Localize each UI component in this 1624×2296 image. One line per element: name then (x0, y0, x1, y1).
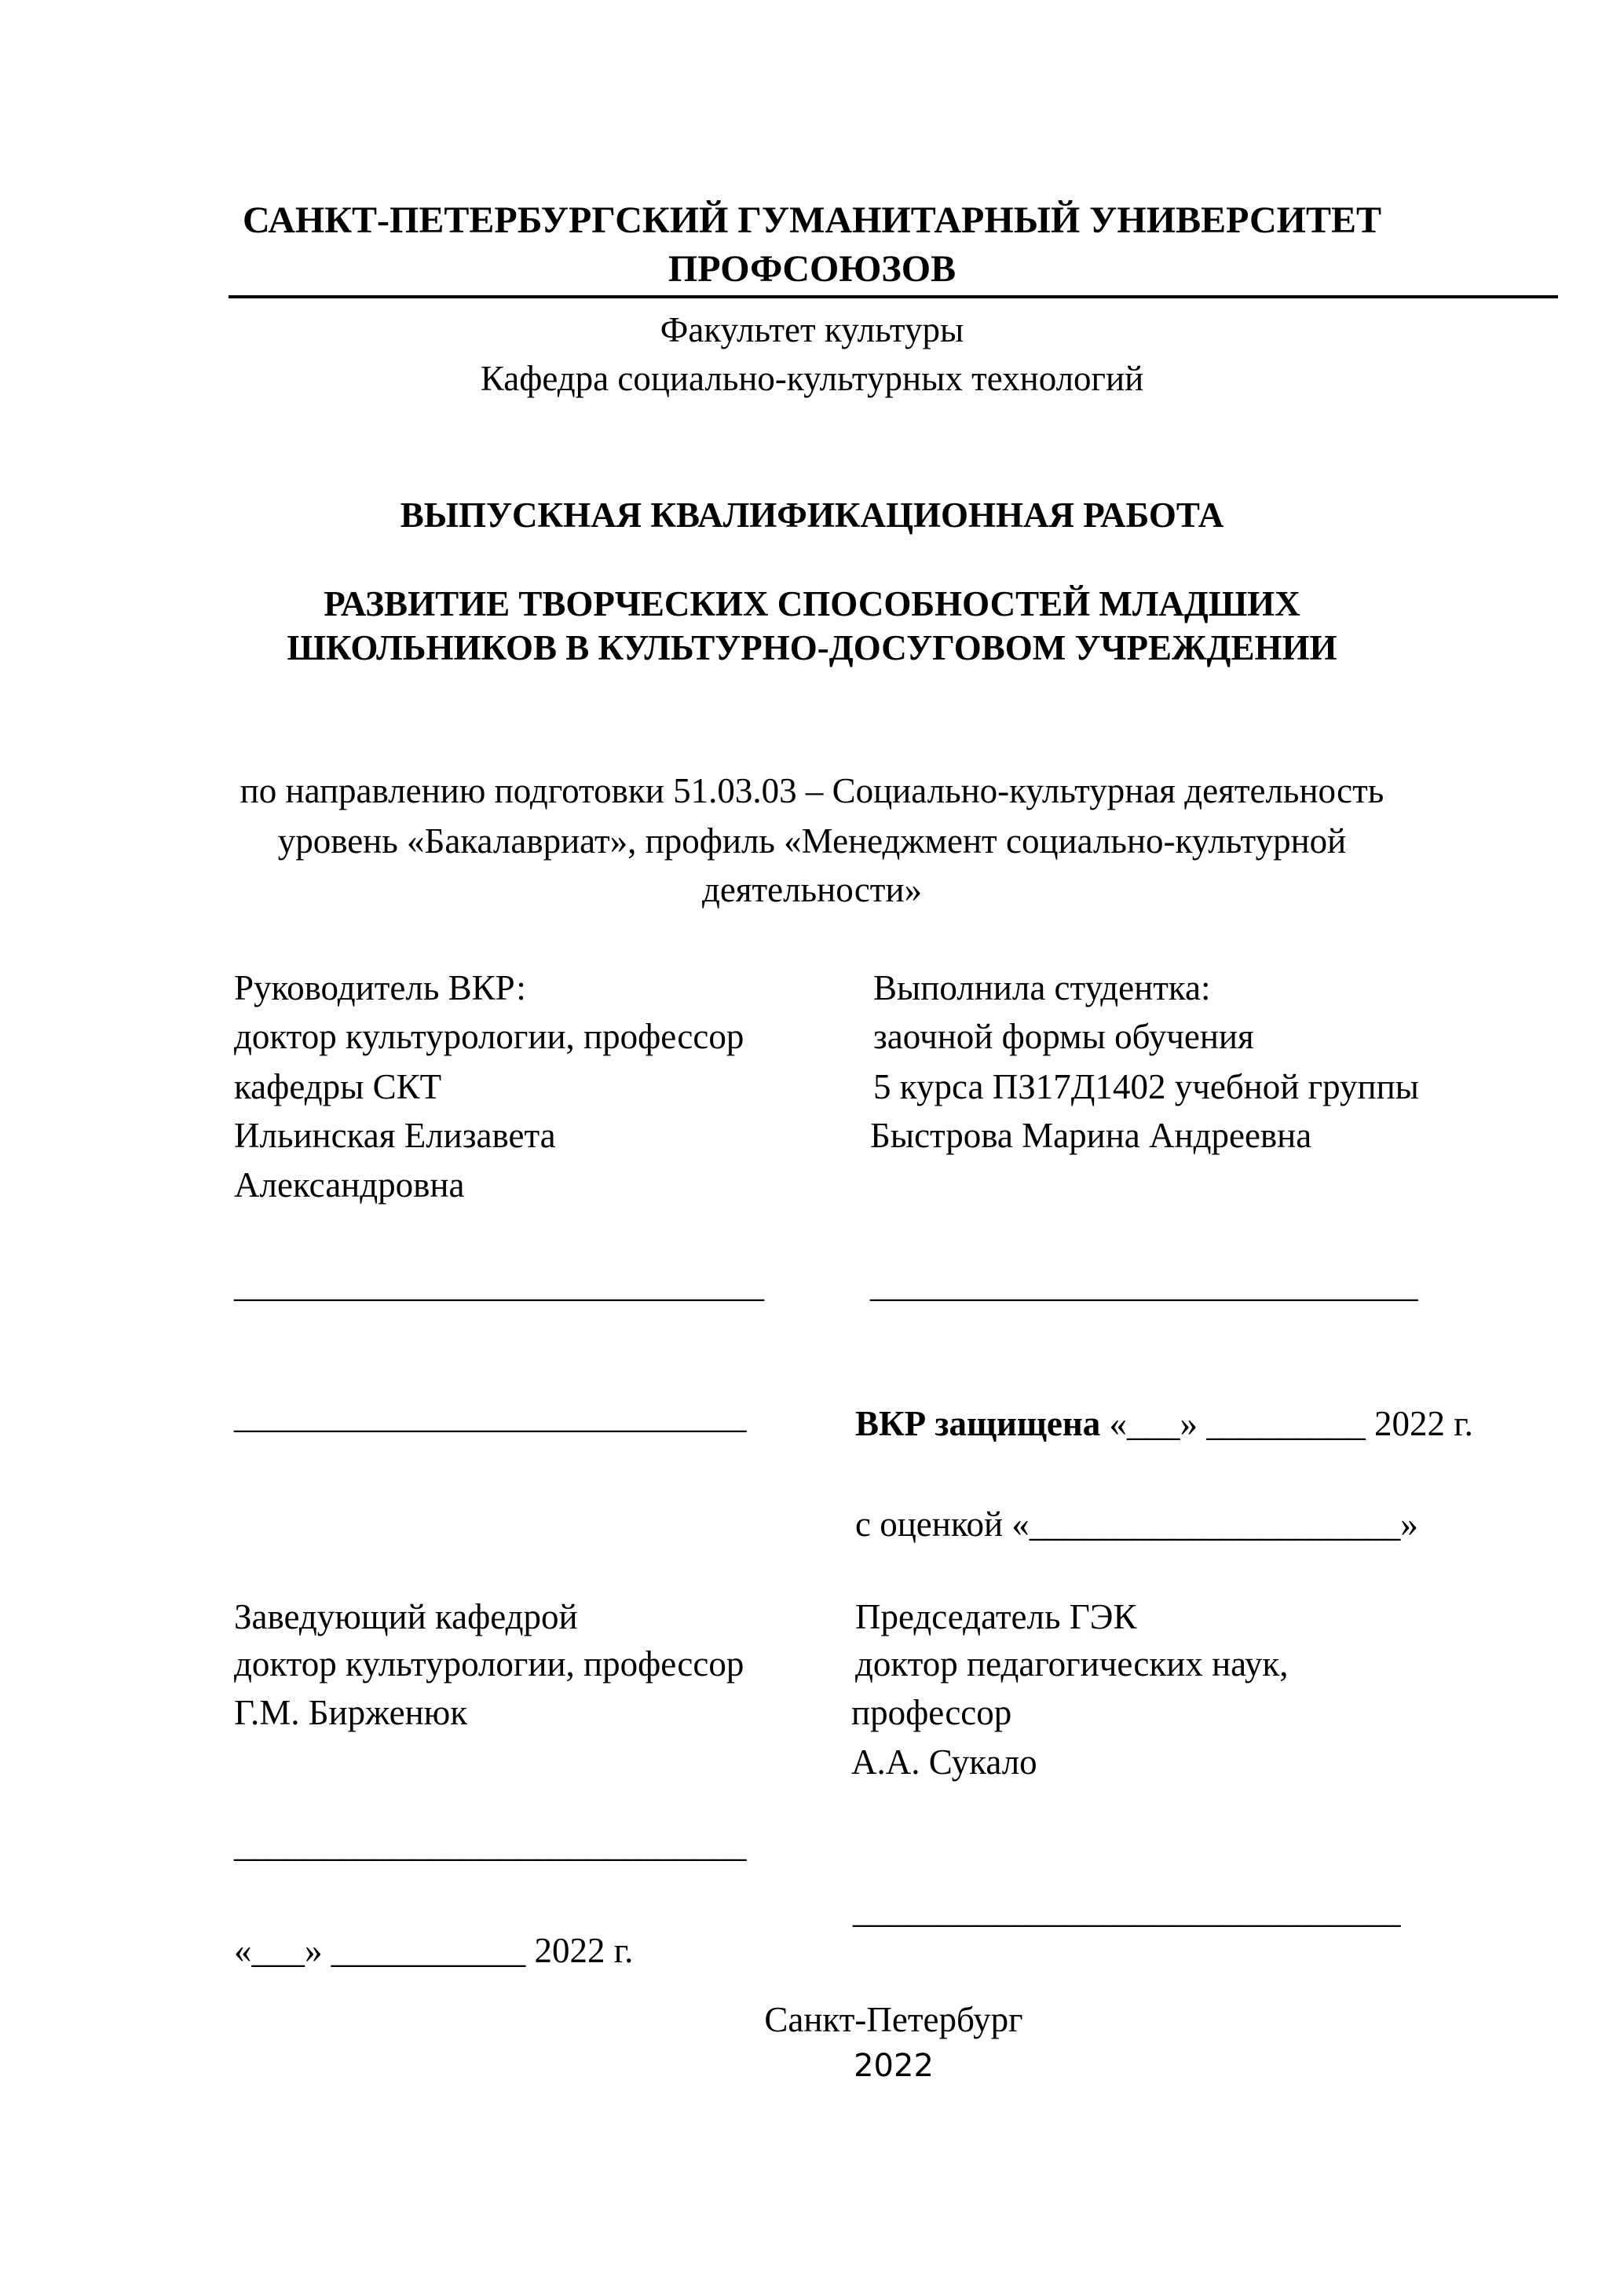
city: Санкт-Петербург (764, 2000, 1023, 2039)
header-rule (229, 295, 1558, 298)
defense-statement (855, 1400, 1473, 1447)
supervisor-degree: доктор культурологии, профессор (234, 1017, 744, 1056)
faculty: Факультет культуры (660, 310, 964, 349)
supervisor-patronymic: Александровна (234, 1165, 465, 1205)
supervisor-label: Руководитель ВКР: (234, 968, 526, 1007)
defense-date: «___» _________ 2022 г. (1100, 1404, 1473, 1443)
work-type: ВЫПУСКНАЯ КВАЛИФИКАЦИОННАЯ РАБОТА (400, 495, 1224, 535)
supervisor-department: кафедры СКТ (234, 1067, 442, 1106)
university-name-line1: САНКТ-ПЕТЕРБУРГСКИЙ ГУМАНИТАРНЫЙ УНИВЕРСИТЕТ (242, 199, 1382, 241)
chair-degree: доктор педагогических наук, (855, 1644, 1289, 1684)
head-label: Заведующий кафедрой (234, 1597, 578, 1636)
chair-title: профессор (851, 1693, 1012, 1732)
student-signature-line: _______________________________ (870, 1265, 1418, 1304)
supervisor-name: Ильинская Елизавета (234, 1116, 556, 1155)
department: Кафедра социально-культурных технологий (480, 359, 1144, 398)
direction-line2: уровень «Бакалавриат», профиль «Менеджмент социально-культурной (277, 821, 1347, 861)
university-name-line2: ПРОФСОЮЗОВ (668, 248, 956, 290)
defense-grade: с оценкой «_____________________» (855, 1504, 1418, 1544)
chair-label: Председатель ГЭК (855, 1597, 1137, 1636)
direction-line1: по направлению подготовки 51.03.03 – Социально-культурная деятельность (240, 771, 1384, 810)
year: 2022 (854, 2048, 934, 2084)
head-date: «___» ___________ 2022 г. (234, 1931, 634, 1970)
defense-bold: ВКР защищена (855, 1404, 1101, 1443)
head-name: Г.М. Бирженюк (234, 1693, 468, 1732)
thesis-title-line2: ШКОЛЬНИКОВ В КУЛЬТУРНО-ДОСУГОВОМ УЧРЕЖДЕНИИ (287, 628, 1337, 667)
defense-left-line: _____________________________ (234, 1396, 747, 1435)
head-signature-line: _____________________________ (234, 1825, 747, 1864)
student-group: 5 курса ПЗ17Д1402 учебной группы (873, 1067, 1419, 1106)
student-name: Быстрова Марина Андреевна (870, 1116, 1312, 1155)
chair-name: А.А. Сукало (851, 1742, 1037, 1782)
student-label: Выполнила студентка: (873, 968, 1211, 1007)
supervisor-signature-line: ______________________________ (234, 1265, 764, 1304)
direction-line3: деятельности» (701, 870, 923, 909)
student-study-form: заочной формы обучения (873, 1017, 1254, 1056)
head-degree: доктор культурологии, профессор (234, 1644, 744, 1684)
thesis-title-line1: РАЗВИТИЕ ТВОРЧЕСКИХ СПОСОБНОСТЕЙ МЛАДШИХ (324, 584, 1300, 623)
chair-signature-line: _______________________________ (853, 1891, 1401, 1930)
